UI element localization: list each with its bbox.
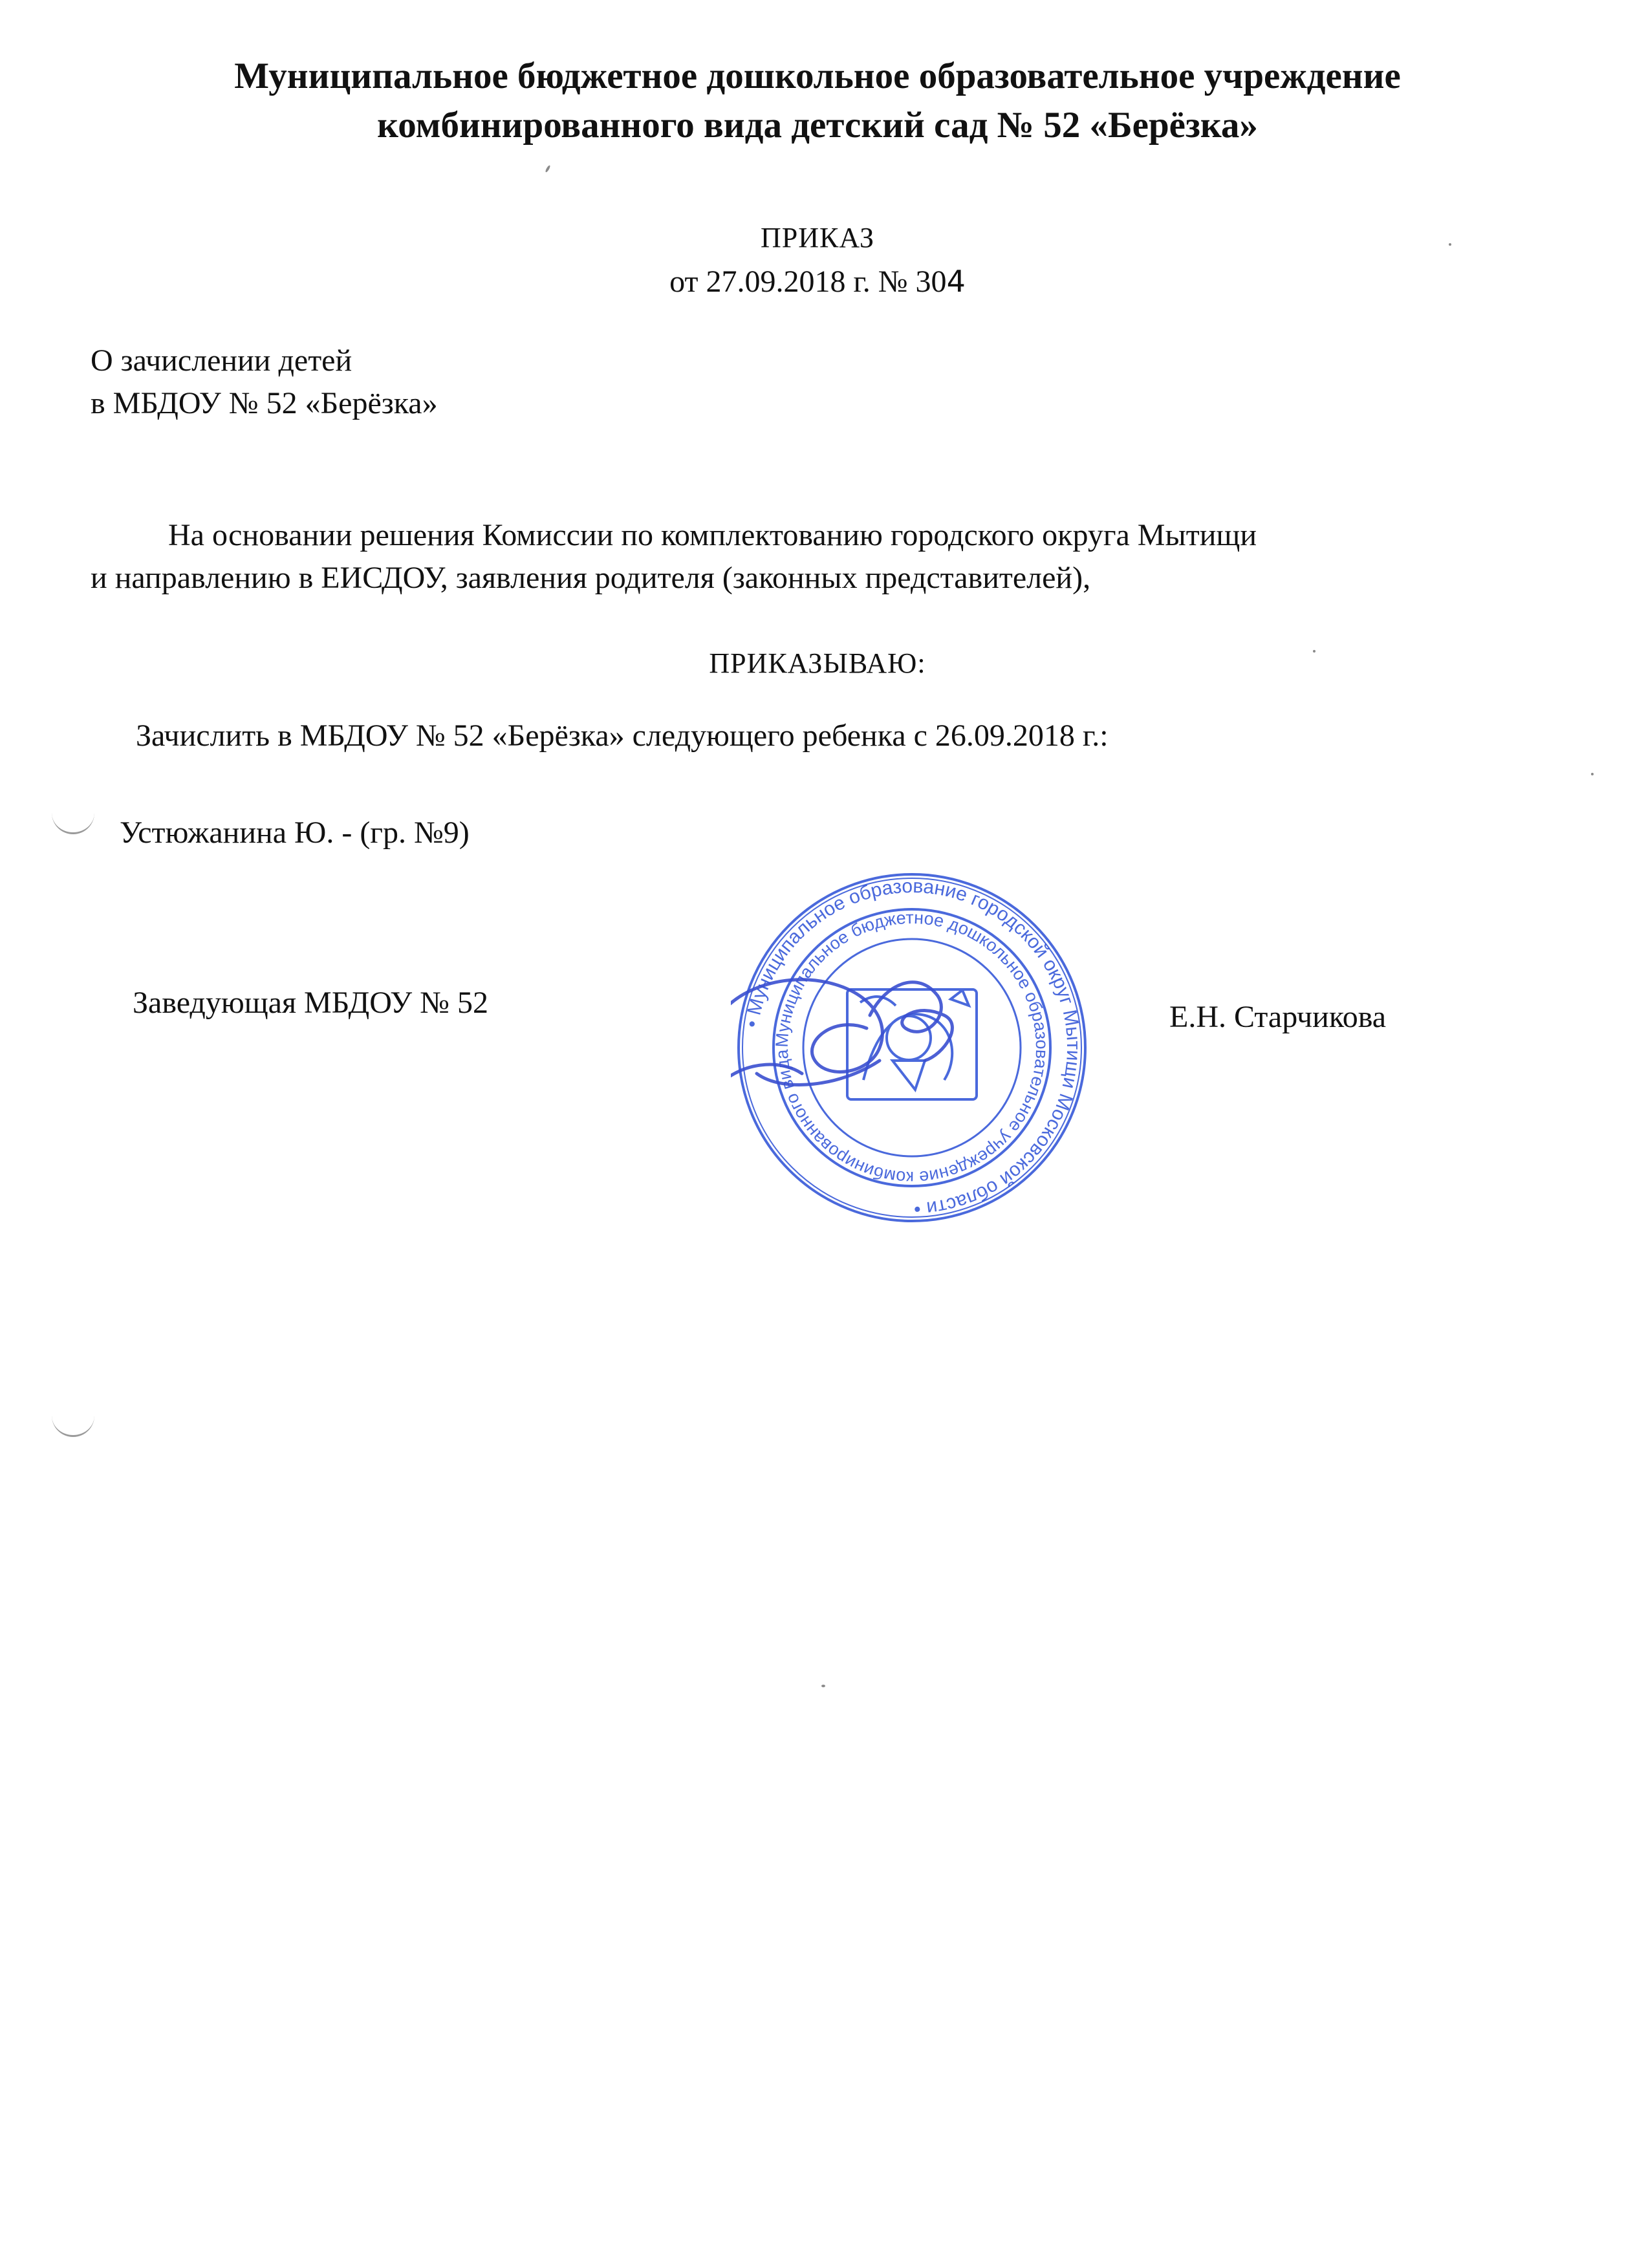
stamp-emblem-icon — [847, 989, 977, 1099]
order-basis-line-1: На основании решения Комиссии по комплектованию городского округа Мытищи — [168, 518, 1257, 552]
order-subject — [91, 340, 438, 425]
scan-speck — [1449, 243, 1451, 246]
scan-speck — [1591, 773, 1594, 775]
signatory-position: Заведующая МБДОУ № 52 — [133, 986, 488, 1020]
scan-speck — [821, 1685, 825, 1687]
order-title: ПРИКАЗ — [760, 222, 875, 254]
order-number-handwritten: 4 — [946, 264, 966, 299]
order-subject-line-1: О зачислении детей — [91, 343, 352, 378]
stamp-outer-text: • Муниципальное образование городской округ Мытищи Московской области • — [741, 875, 1085, 1220]
official-stamp — [731, 867, 1093, 1229]
order-date-text: от 27.09.2018 г. № 30 — [669, 265, 947, 299]
order-verb: ПРИКАЗЫВАЮ: — [709, 647, 926, 679]
signatory-name: Е.Н. Старчикова — [1169, 1000, 1387, 1034]
punch-hole-mark — [52, 1413, 94, 1437]
punch-hole-mark — [52, 810, 94, 834]
institution-name-line-2: комбинированного вида детский сад № 52 «Берёзка» — [377, 105, 1258, 146]
order-basis — [91, 514, 1546, 599]
scan-speck — [1313, 650, 1316, 653]
order-basis-line-2: и направлению в ЕИСДОУ, заявления родителя (законных представителей), — [91, 561, 1091, 595]
stamp-inner-text: Муниципальное бюджетное дошкольное образовательное учреждение комбинированного вида — [772, 907, 1052, 1188]
scan-speck — [545, 165, 550, 173]
order-subject-line-2: в МБДОУ № 52 «Берёзка» — [91, 386, 438, 420]
enroll-text: Зачислить в МБДОУ № 52 «Берёзка» следующего ребенка с 26.09.2018 г.: — [136, 718, 1109, 753]
order-date — [0, 262, 1635, 301]
child-list-item: Устюжанина Ю. - (гр. №9) — [120, 815, 470, 850]
institution-name-line-1: Муниципальное бюджетное дошкольное образовательное учреждение — [234, 56, 1401, 96]
